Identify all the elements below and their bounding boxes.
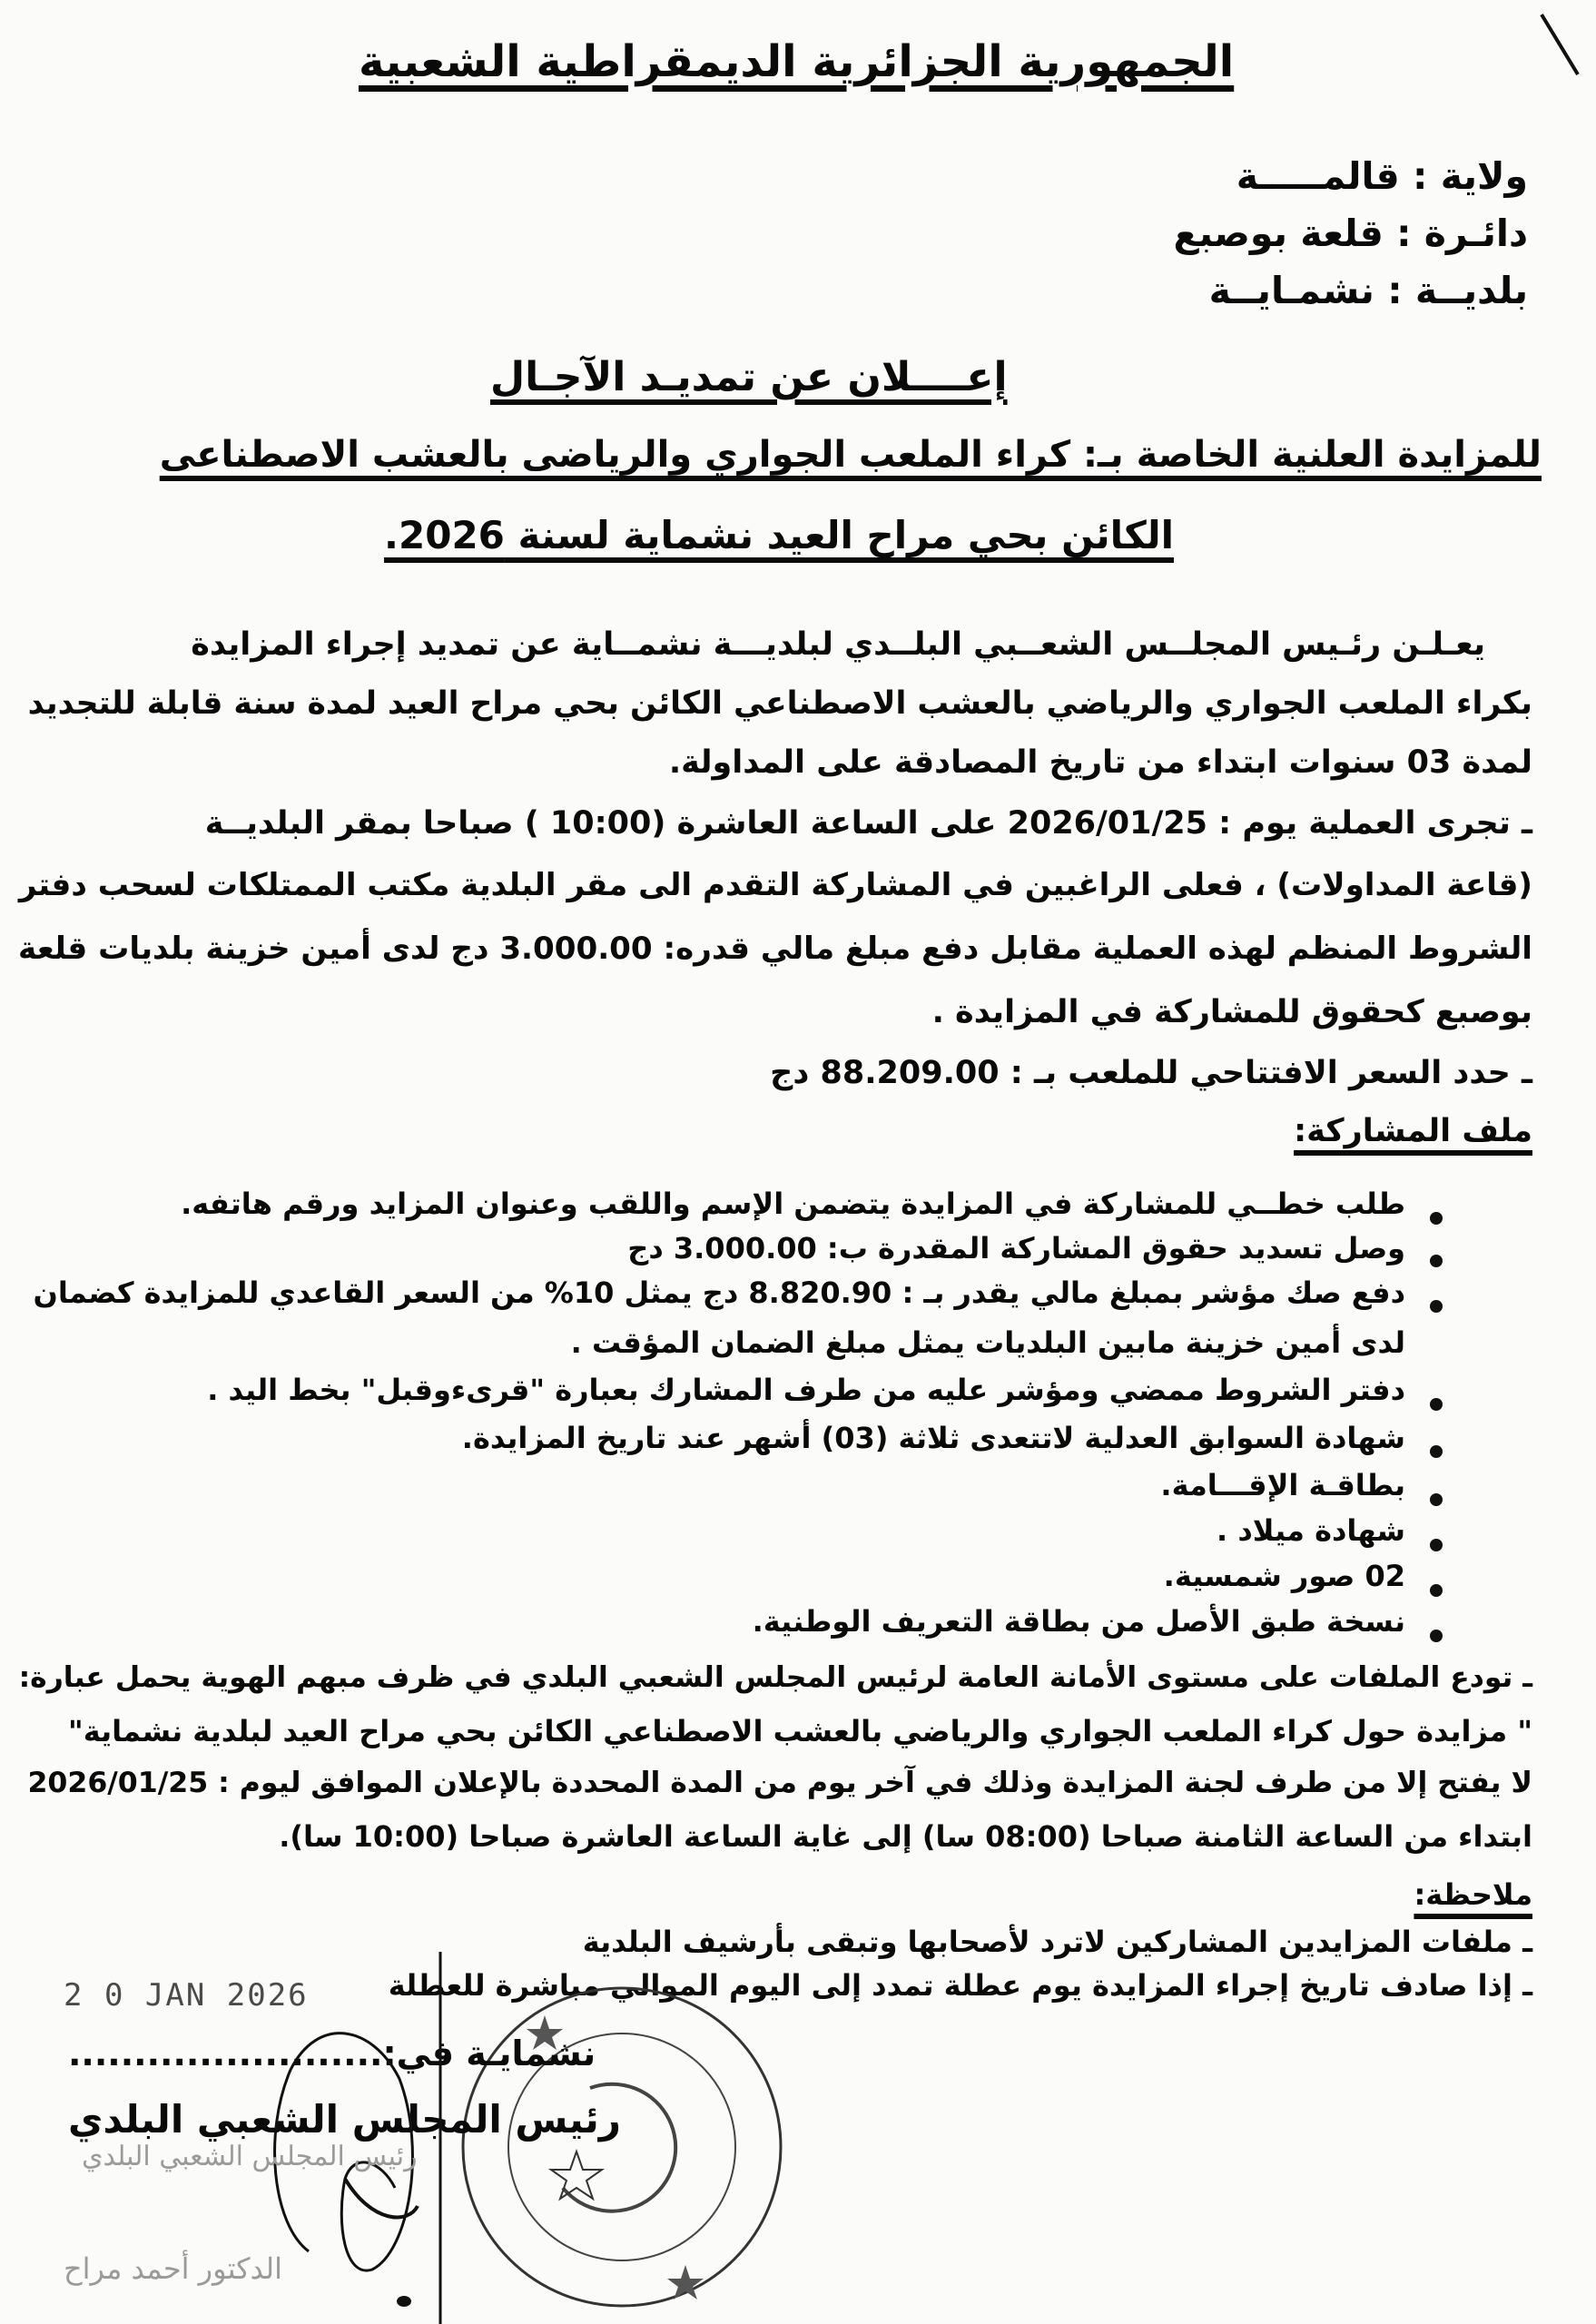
file-item-continuation: لدى أمين خزينة مابين البلديات يمثل مبلغ الضمان المؤقت . <box>570 1325 1405 1360</box>
deposit-line: ـ تودع الملفات على مستوى الأمانة العامة لرئيس المجلس الشعبي البلدي في ظرف مبهم الهوية يحمل عبارة: <box>18 1661 1532 1694</box>
signatory-title: رئيس المجلس الشعبي البلدي <box>68 2097 621 2142</box>
stamp-title: رئيس المجلس الشعبي البلدي <box>82 2141 418 2172</box>
body-paragraph-line: (قاعة المداولات) ، فعلى الراغبين في المشاركة التقدم الى مقر البلدية مكتب الممتلكات لسحب دفتر <box>18 867 1532 903</box>
deposit-line: لا يفتح إلا من طرف لجنة المزايدة وذلك في آخر يوم من المدة المحددة بالإعلان الموافق ليوم : 2026/01/25 <box>27 1767 1532 1799</box>
body-paragraph-line: يعـلـن رئـيس المجلــس الشعــبي البلــدي لبلديـــة نشمــاية عن تمديد إجراء المزايدة <box>191 626 1485 663</box>
file-section-heading: ملف المشاركة: <box>1294 1113 1532 1149</box>
bullet-icon <box>1430 1630 1443 1642</box>
file-item: نسخة طبق الأصل من بطاقة التعريف الوطنية. <box>752 1604 1405 1639</box>
announcement-subtitle-1: للمزايدة العلنية الخاصة بـ: كراء الملعب الجواري والرياضى بالعشب الاصطناعى <box>159 434 1542 476</box>
bullet-icon <box>1430 1398 1443 1411</box>
pen-mark-icon <box>1534 9 1589 82</box>
body-paragraph-line: ـ تجرى العملية يوم : 2026/01/25 على الساعة العاشرة (10:00 ) صباحا بمقر البلديــة <box>204 805 1532 842</box>
body-paragraph-line: لمدة 03 سنوات ابتداء من تاريخ المصادقة على المداولة. <box>668 744 1532 781</box>
republic-heading: الجمهورية الجزائرية الديمقراطية الشعبية <box>359 36 1235 87</box>
bullet-icon <box>1430 1212 1443 1225</box>
bullet-icon <box>1430 1255 1443 1267</box>
bullet-icon <box>1430 1300 1443 1313</box>
stamp-name: الدكتور أحمد مراح <box>64 2251 282 2286</box>
body-paragraph-line: بوصبع كحقوق للمشاركة في المزايدة . <box>931 994 1532 1030</box>
bullet-icon <box>1430 1584 1443 1597</box>
bullet-icon <box>1430 1539 1443 1551</box>
baladiya-line: بلديــة : نشمـايــة <box>1208 269 1528 312</box>
notes-heading: ملاحظة: <box>1414 1877 1532 1912</box>
announcement-title: إعــــلان عن تمديـد الآجـال <box>490 354 1008 400</box>
bullet-icon <box>1430 1445 1443 1458</box>
file-item: شهادة ميلاد . <box>1217 1513 1405 1548</box>
note-item: ـ إذا صادف تاريخ إجراء المزايدة يوم عطلة تمدد إلى اليوم الموالي مباشرة للعطلة <box>388 1968 1532 2003</box>
daira-line: دائـرة : قلعة بوصبع <box>1173 212 1528 255</box>
announcement-subtitle-2: الكائن بحي مراح العيد نشماية لسنة 2026. <box>384 513 1174 557</box>
file-item: طلب خطــي للمشاركة في المزايدة يتضمن الإسم واللقب وعنوان المزايد ورقم هاتفه. <box>181 1187 1405 1221</box>
wilaya-line: ولاية : قالمـــــة <box>1236 154 1528 198</box>
file-item: وصل تسديد حقوق المشاركة المقدرة ب: 3.000.00 دج <box>627 1231 1405 1265</box>
body-paragraph-line: الشروط المنظم لهذه العملية مقابل دفع مبلغ مالي قدره: 3.000.00 دج لدى أمين خزينة بلديات قلعة <box>18 931 1532 967</box>
file-item: بطاقـة الإقـــامة. <box>1160 1468 1405 1502</box>
received-date-stamp: 2 0 JAN 2026 <box>64 1977 309 2014</box>
file-item: 02 صور شمسية. <box>1163 1559 1405 1593</box>
body-paragraph-line: بكراء الملعب الجواري والرياضي بالعشب الاصطناعي الكائن بحي مراح العيد لمدة سنة قابلة للتجديد <box>27 685 1532 722</box>
file-item: دفتر الشروط ممضي ومؤشر عليه من طرف المشارك بعبارة "قرىءوقبل" بخط اليد . <box>207 1373 1405 1407</box>
file-item: شهادة السوابق العدلية لاتتعدى ثلاثة (03) أشهر عند تاريخ المزايدة. <box>461 1421 1405 1455</box>
deposit-line: ابتداء من الساعة الثامنة صباحا (08:00 سا) إلى غاية الساعة العاشرة صباحا (10:00 سا). <box>279 1819 1532 1854</box>
deposit-line: " مزايدة حول كراء الملعب الجواري والرياضي بالعشب الاصطناعي الكائن بحي مراح العيد لبلدية نشماية" <box>68 1714 1532 1748</box>
place-date-line: نشمايـة في:........................ <box>68 2034 596 2073</box>
bullet-icon <box>1430 1493 1443 1506</box>
note-item: ـ ملفات المزايدين المشاركين لاترد لأصحابها وتبقى بأرشيف البلدية <box>582 1925 1532 1959</box>
opening-price-line: ـ حدد السعر الافتتاحي للملعب بـ : 88.209.00 دج <box>770 1055 1532 1091</box>
file-item: دفع صك مؤشر بمبلغ مالي يقدر بـ : 8.820.90 دج يمثل 10% من السعر القاعدي للمزايدة كضمان <box>33 1275 1405 1310</box>
